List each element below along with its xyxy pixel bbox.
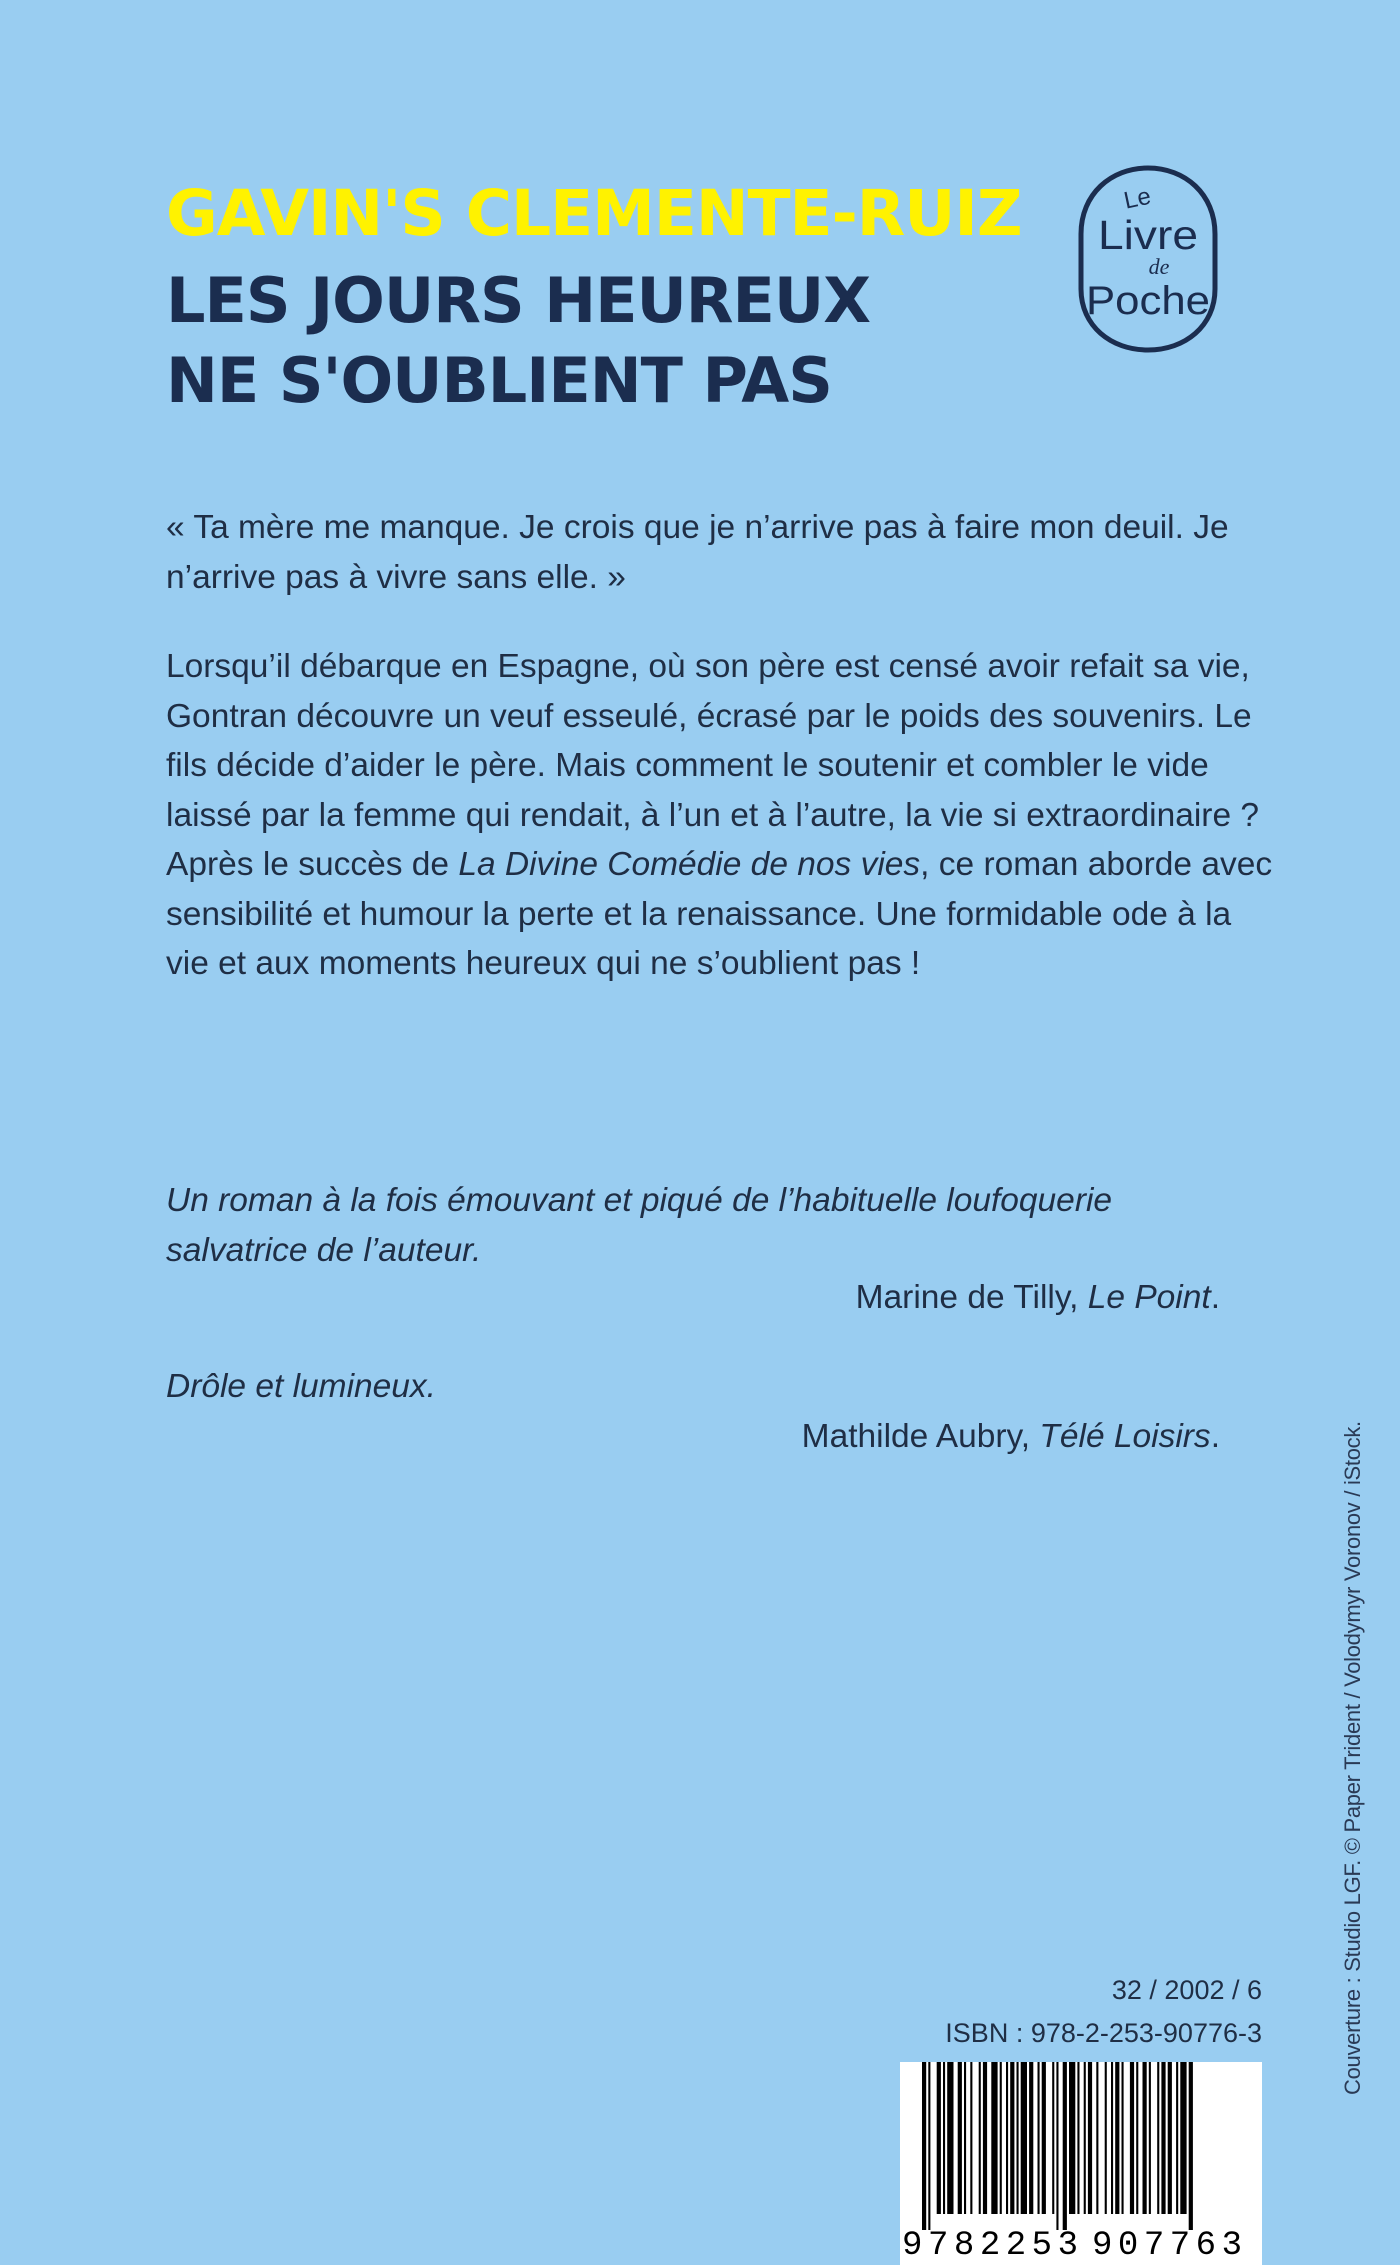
barcode-bar [1136,2062,1138,2214]
barcode-bar [937,2062,941,2214]
book-title-line-2: NE S'OUBLIENT PAS [166,344,832,417]
barcode-bars [922,2062,1193,2230]
barcode-bar [958,2062,962,2214]
barcode-bar [928,2062,930,2230]
barcode-bar [943,2062,945,2214]
barcode-bar [1006,2062,1008,2214]
barcode-bar [1010,2062,1014,2214]
barcode-bar [1149,2062,1151,2214]
author-name: GAVIN'S CLEMENTE-RUIZ [166,177,1022,250]
barcode-bar [922,2062,926,2230]
barcode-bar [1000,2062,1002,2214]
barcode-bar [983,2062,987,2214]
barcode-bar [1038,2062,1040,2214]
logo-word-poche: Poche [1086,279,1210,323]
description-text-2: , ce roman aborde avec sensibilité et humour la perte et la renaissance. Une formidable ode à la vie et aux moments heureux qui ne s’oublient pas ! [166,846,1273,982]
logo-word-de: de [1148,254,1170,279]
review-quote: Un roman à la fois émouvant et piqué de l’habituelle loufoquerie salvatrice de l’auteur. [166,1182,1113,1269]
logo-word-le: Le [1121,182,1154,215]
barcode-bar [1063,2062,1067,2230]
review-end: . [1210,1279,1220,1316]
review-source [856,1273,1220,1323]
barcode-bar [1168,2062,1172,2214]
barcode-bar [1176,2062,1178,2214]
barcode-bar [991,2062,997,2214]
review-critic: Mathilde Aubry, [801,1418,1040,1455]
logo-word-livre: Livre [1098,212,1198,258]
barcode-bar [1084,2062,1086,2214]
review-quote: Drôle et lumineux. [166,1368,436,1405]
book-title-line-1: LES JOURS HEUREUX [166,264,871,337]
barcode-digits-left: 782253 [928,2227,1078,2265]
cover-credit: Couverture : Studio LGF. © Paper Trident / Volodymyr Voronov / iStock. [1340,1421,1365,2095]
barcode-bar [1111,2062,1113,2214]
barcode-bar [1056,2062,1058,2230]
barcode-bar [1052,2062,1054,2214]
barcode-bar [1143,2062,1147,2214]
barcode-bar [1017,2062,1019,2214]
barcode-bar [964,2062,966,2214]
barcode-bar [1021,2062,1027,2214]
barcode-bar [1029,2062,1033,2214]
barcode-bar [1157,2062,1159,2214]
barcode-bar [1069,2062,1075,2214]
review-publication: Le Point [1087,1279,1211,1316]
barcode-digits-right: 907763 [1092,2227,1242,2265]
review-source [802,1412,1220,1462]
barcode-bar [1180,2062,1186,2214]
barcode-bar [1161,2062,1165,2214]
review-critic: Marine de Tilly, [855,1279,1088,1316]
barcode-bar [1130,2062,1134,2214]
barcode-bar [1077,2062,1079,2214]
review-publication: Télé Loisirs [1039,1418,1211,1455]
publisher-logo [1073,164,1223,354]
barcode [900,2062,1262,2265]
isbn: ISBN : 978-2-253-90776-3 [945,2018,1262,2048]
barcode-bar [1105,2062,1107,2214]
barcode-bar [1096,2062,1098,2214]
review-end: . [1210,1418,1220,1455]
barcode-bar [1189,2062,1193,2230]
barcode-graphic [900,2062,1262,2265]
description-text-1: Lorsqu’il débarque en Espagne, où son père est censé avoir refait sa vie, Gontran découvre un veuf esseulé, écrasé par le poids des souvenirs. Le fils décide d’aider le père. Mais comment le soutenir et combler le vide laissé par la femme qui rendait, à l’un et à l’autre, la vie si extraordinaire ? Après le succès de [166,648,1260,883]
previous-book-title: La Divine Comédie de nos vies [458,846,921,883]
barcode-digit-first: 9 [902,2227,923,2265]
opening-quote: « Ta mère me manque. Je crois que je n’arrive pas à faire mon deuil. Je n’arrive pas à vivre sans elle. » [166,509,1229,596]
barcode-bar [1088,2062,1092,2214]
barcode-bar [970,2062,972,2214]
book-description [166,642,1276,989]
barcode-bar [947,2062,953,2214]
barcode-bar [1122,2062,1124,2214]
barcode-bar [1042,2062,1046,2214]
barcode-bar [979,2062,981,2214]
barcode-bar [1115,2062,1119,2214]
catalog-code: 32 / 2002 / 6 [1111,1975,1262,2005]
